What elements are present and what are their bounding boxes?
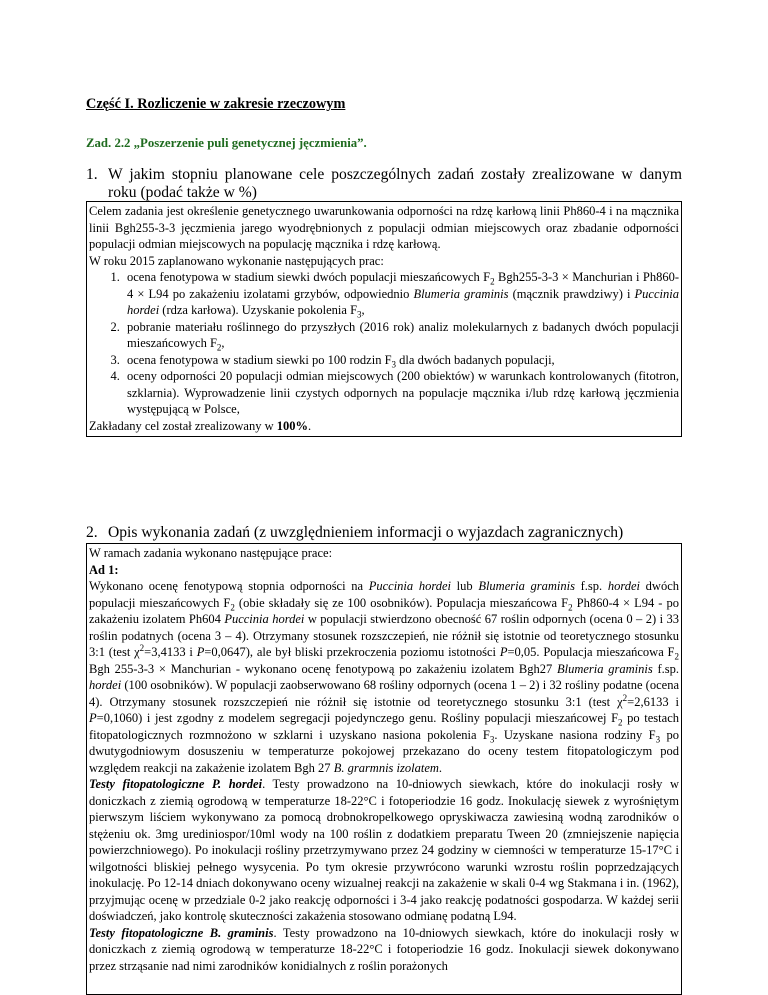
task-title: Zad. 2.2 „Poszerzenie puli genetycznej jęczmienia”.: [86, 136, 367, 150]
conclusion-text: Zakładany cel został zrealizowany w: [89, 418, 277, 433]
planned-task-item: 3. ocena fenotypowa w stadium siewki po 100 rodzin $F_3$ dla dwóch badanych populacji,: [123, 352, 679, 369]
answer-box-1: [86, 201, 682, 437]
results-paragraph: Wykonano ocenę fenotypową stopnia odporności na Puccinia hordei lub Blumeria graminis f.sp. hordei dwóch populacji mieszańcowych $F_2$ (obie składały się ze 100 osobników). Populacja mieszańcowa $F_2$ Ph860-4 × L94 - po zakażeniu izolatem Ph604 Puccinia hordei w populacji stwierdzono obecność 67 roślin odpornych (ocena 0 – 2) i 33 roślin podatnych (ocena 3 – 4). Otrzymany stosunek rozszczepień, nie różnił się istotnie od teoretycznego stosunku 3:1 (test $\chi^2=3,4133$ i P=0,0647), ale był bliski przekroczenia poziomu istotności P=0,05. Populacja mieszańcowa $F_2$ Bgh 255-3-3 × Manchurian - wykonano ocenę fenotypową po zakażeniu izolatem Bgh27 Blumeria graminis f.sp. hordei (100 osobników). W populacji zaobserwowano 68 rośliny odpornych (ocena 1 – 2) i 32 rośliny podatne (ocena 4). Otrzymany stosunek rozszczepień nie różnił się istotnie od teoretycznego stosunku 3:1 (test $\chi^2=2,6133$ i P=0,1060) i jest zgodny z modelem segregacji pojedynczego genu. Rośliny populacji mieszańcowej $F_2$ po testach fitopatologicznych rozmnożono w szklarni i uzyskano nasiona pokolenia $F_3$. Uzyskane nasiona rodziny $F_3$ po dwutygodniowym dosuszeniu w temperaturze pokojowej przekazano do oceny testem fitopatologiczym pod względem reakcji na zakażenie izolatem Bgh 27 B. grarmnis izolatem.: [89, 579, 680, 775]
goal-paragraph: Celem zadania jest określenie genetycznego uwarunkowania odporności na rdzę karłową linii Ph860-4 i na mącznika linii Bgh255-3-3 jęczmienia jarego wyodrębnionych z populacji odmian miejscowych oraz zbadanie odporności populacji odmian miejscowych na populację mącznika i rdzę karłową.: [89, 204, 679, 251]
answer-box-2: [86, 543, 682, 995]
question-2-number: 2.: [86, 524, 98, 541]
conclusion: [89, 418, 679, 435]
tests-p-hordei-text: . Testy prowadzono na 10-dniowych siewkach, które do inokulacji rosły w doniczkach z ziemią ogrodową w temperaturze 18-22°C i fotoperiodzie 16 godz. Inokulację siewek z wyrośniętym pierwszym liściem wykonywano za pomocą drobnokropelkowego opryskiwacza zawiesiną wodną zarodników o stężeniu ok. 3mg urediniospor/10ml wody na 100 roślin z dodatkiem preparatu Tween 20 (zmniejszenie napięcia powierzchniowego). Po inokulacji rośliny przetrzymywano przez 24 godziny w ciemności w temperaturze 15-17°C i wilgotności bliskiej pełnego wysycenia. Po tym okresie przywrócono warunki wzrostu roślin poprzedzających inokulację. Po 12-14 dniach dokonywano oceny wizualnej reakcji na zakażenie w skali 0-4 wg Stakmana i in. (1962), przyjmując ocenę w przedziale 0-2 jako reakcję odporności i 3-4 jako reakcję podatności gospodarza. W każdej serii doświadczeń, jako kontrolę skuteczności zakażenia stosowano odmianę podatną L94.: [89, 777, 679, 923]
planned-heading: W roku 2015 zaplanowano wykonanie następujących prac:: [89, 253, 384, 268]
planned-task-item: 4. oceny odporności 20 populacji odmian miejscowych (200 obiektów) w warunkach kontrolowanych (fitotron, szklarnia). Wyprowadzenie linii czystych odpornych na populacje mącznika i/lub rdzę karłową jęczmienia występującą w Polsce,: [123, 368, 679, 418]
ad-heading: [89, 562, 679, 579]
planned-tasks-list: [89, 269, 679, 418]
tests-b-graminis-text: . Testy prowadzono na 10-dniowych siewkach, które do inokulacji rosły w doniczkach z ziemią ogrodową w temperaturze 18-22°C i fotoperiodzie 16 godz. Inokulacji siewek dokonywano przez strząsanie nad nimi zarodników konidialnych z roślin porażonych: [89, 925, 679, 973]
question-1-text: W jakim stopniu planowane cele poszczególnych zadań zostały zrealizowane w danym roku (podać także w %): [108, 166, 682, 201]
question-2: [86, 524, 682, 542]
conclusion-value: 100%: [276, 418, 309, 433]
conclusion-suffix: .: [308, 418, 312, 433]
question-1: [86, 166, 682, 202]
question-2-text: Opis wykonania zadań (z uwzględnieniem informacji o wyjazdach zagranicznych): [108, 524, 624, 541]
planned-task-item: 2. pobranie materiału roślinnego do przyszłych (2016 rok) analiz molekularnych z badanych dwóch populacji mieszańcowych $F_2$,: [123, 319, 679, 352]
question-1-number: 1.: [86, 166, 98, 183]
part-title: Część I. Rozliczenie w zakresie rzeczowym: [86, 96, 346, 112]
planned-task-item: 1. ocena fenotypowa w stadium siewki dwóch populacji mieszańcowych $F_2$ Bgh255-3-3 × Manchurian i Ph860-4 × L94 po zakażeniu izolatami grzybów, odpowiednio Blumeria graminis (mącznik prawdziwy) i Puccinia hordei (rdza karłowa). Uzyskanie pokolenia $F_3$,: [123, 269, 679, 319]
tests-b-graminis-paragraph: [89, 925, 679, 975]
ad-label: Ad 1:: [89, 562, 119, 577]
tests-p-hordei-paragraph: [89, 776, 679, 925]
tests-p-hordei-title: Testy fitopatologiczne P. hordei: [89, 777, 263, 791]
tests-b-graminis-title: Testy fitopatologiczne B. graminis: [89, 925, 274, 940]
works-intro: W ramach zadania wykonano następujące prace:: [89, 546, 333, 560]
